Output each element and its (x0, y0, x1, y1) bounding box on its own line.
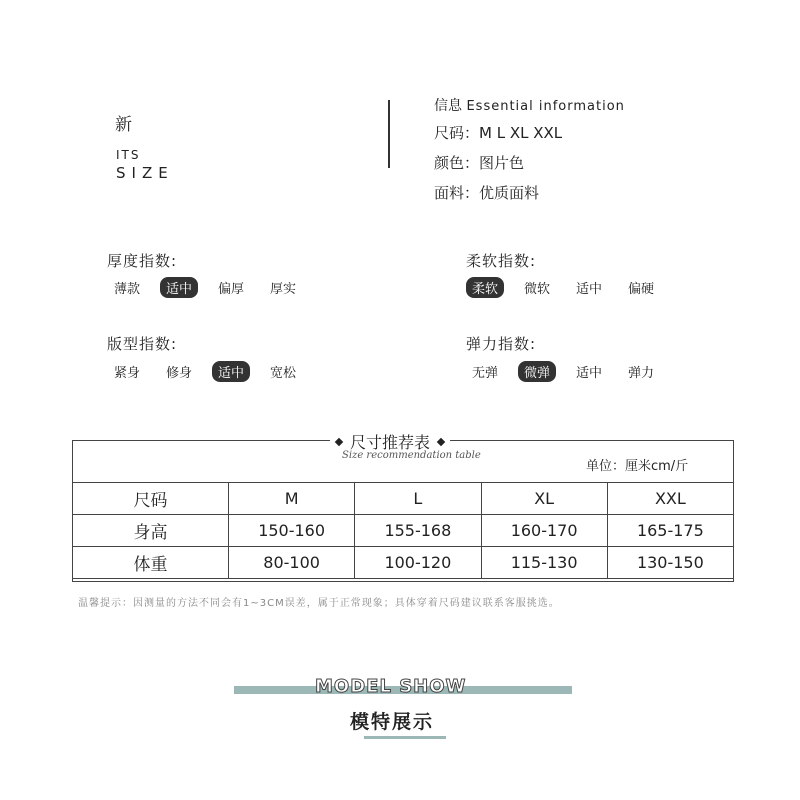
softness-option: 微软 (524, 282, 551, 297)
diamond-icon (335, 437, 343, 445)
table-cell: 身高 (73, 515, 229, 547)
size-table-subtitle: Size recommendation table (342, 450, 481, 461)
size-label: SIZE (116, 164, 174, 182)
table-cell: 80-100 (229, 547, 355, 579)
table-header-row (73, 483, 734, 515)
fit-options (108, 361, 302, 382)
fit-option: 紧身 (114, 366, 141, 381)
thickness-option: 薄款 (114, 282, 141, 297)
fit-option-selected: 适中 (212, 361, 250, 382)
info-size: 尺码：M L XL XXL (434, 124, 563, 142)
thickness-options (108, 277, 302, 298)
tip-note: 温馨提示：因测量的方法不同会有1~3CM误差，属于正常现象；具体穿着尺码建议联系客服挑选。 (78, 598, 560, 609)
table-cell: 165-175 (607, 515, 733, 547)
table-row (73, 547, 734, 579)
softness-options (466, 277, 660, 298)
fit-option: 修身 (166, 366, 193, 381)
elasticity-option: 适中 (576, 366, 603, 381)
info-color: 颜色：图片色 (434, 154, 525, 172)
thickness-index-title: 厚度指数: (107, 252, 178, 270)
softness-option-selected: 柔软 (466, 277, 504, 298)
table-header-cell: XL (481, 483, 607, 515)
softness-index-title: 柔软指数: (466, 252, 537, 270)
its-label: ITS (116, 148, 141, 162)
table-header-cell: M (229, 483, 355, 515)
table-cell: 160-170 (481, 515, 607, 547)
elasticity-option: 弹力 (628, 366, 655, 381)
thickness-option: 偏厚 (218, 282, 245, 297)
thickness-option: 厚实 (270, 282, 297, 297)
vertical-divider (388, 100, 390, 168)
fit-option: 宽松 (270, 366, 297, 381)
unit-label: 单位：厘米cm/斤 (586, 459, 689, 474)
table-header-cell: L (355, 483, 481, 515)
info-title-en: Essential information (466, 99, 625, 114)
elasticity-option-selected: 微弹 (518, 361, 556, 382)
model-show-title-cn: 模特展示 (350, 711, 435, 733)
fit-index-title: 版型指数: (107, 335, 178, 353)
thickness-option-selected: 适中 (160, 277, 198, 298)
table-cell: 100-120 (355, 547, 481, 579)
info-title (434, 95, 625, 115)
softness-option: 偏硬 (628, 282, 655, 297)
table-cell: 150-160 (229, 515, 355, 547)
size-table-title-text: 尺寸推荐表 (350, 433, 431, 452)
model-show-underline (364, 736, 446, 739)
table-cell: 155-168 (355, 515, 481, 547)
elasticity-options (466, 361, 660, 382)
table-cell: 体重 (73, 547, 229, 579)
table-header-cell: XXL (607, 483, 733, 515)
elasticity-index-title: 弹力指数: (466, 335, 537, 353)
new-label: 新 (115, 115, 132, 135)
table-cell: 130-150 (607, 547, 733, 579)
elasticity-option: 无弹 (472, 366, 499, 381)
info-fabric: 面料：优质面料 (434, 184, 540, 202)
table-row (73, 515, 734, 547)
table-header-cell: 尺码 (73, 483, 229, 515)
info-title-cn: 信息 (434, 98, 462, 114)
size-table (72, 482, 734, 579)
softness-option: 适中 (576, 282, 603, 297)
model-show-title-en: MODEL SHOW (315, 676, 467, 697)
table-cell: 115-130 (481, 547, 607, 579)
diamond-icon (437, 437, 445, 445)
